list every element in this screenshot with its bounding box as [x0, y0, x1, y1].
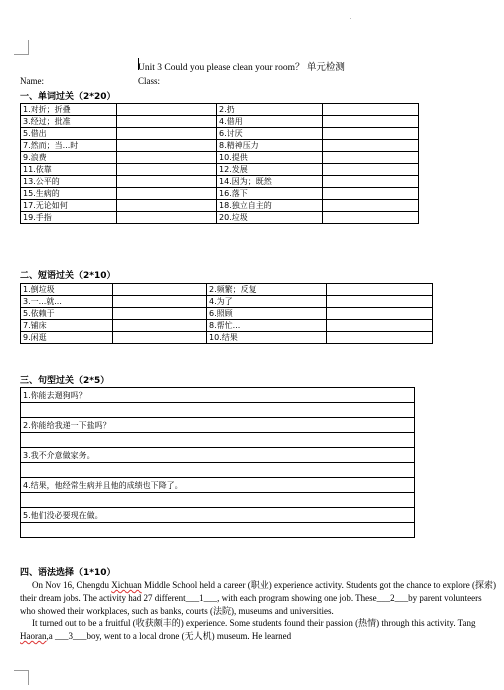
- class-label: Class:: [138, 76, 161, 86]
- sentence-prompt-cell: 5.他们没必要现在做。: [21, 508, 415, 523]
- phrase-answer-cell[interactable]: [113, 308, 207, 320]
- phrase-row: [21, 308, 433, 320]
- vocab-term-cell: 6.讨厌: [217, 128, 323, 140]
- vocab-row: [21, 212, 419, 224]
- sentence-prompt-cell: 4.结果，他经常生病并且他的成绩也下降了。: [21, 478, 415, 493]
- phrase-term-cell: 2.频繁；反复: [207, 284, 327, 296]
- vocab-term-cell: 1.对折；折叠: [21, 104, 117, 116]
- sentence-prompt-cell: 2.你能给我递一下盐吗？: [21, 418, 415, 433]
- vocab-answer-cell[interactable]: [117, 176, 217, 188]
- sentence-answer-cell[interactable]: [21, 463, 415, 478]
- phrase-term-cell: 10.结果: [207, 332, 327, 344]
- vocab-term-cell: 7.然而；当...时: [21, 140, 117, 152]
- vocab-answer-cell[interactable]: [117, 188, 217, 200]
- phrase-row: [21, 296, 433, 308]
- sentence-answer-cell[interactable]: [21, 433, 415, 448]
- vocab-term-cell: 2.扔: [217, 104, 323, 116]
- phrase-term-cell: 9.闲逛: [21, 332, 113, 344]
- vocab-term-cell: 12.发展: [217, 164, 323, 176]
- vocab-term-cell: 13.公平的: [21, 176, 117, 188]
- vocab-term-cell: 20.垃圾: [217, 212, 323, 224]
- vocab-term-cell: 18.独立自主的: [217, 200, 323, 212]
- sentence-answer-row: [21, 433, 415, 448]
- vocab-row: [21, 200, 419, 212]
- vocab-term-cell: 14.因为；既然: [217, 176, 323, 188]
- vocab-answer-cell[interactable]: [323, 128, 419, 140]
- vocab-term-cell: 3.经过；批准: [21, 116, 117, 128]
- vocab-row: [21, 116, 419, 128]
- vocab-term-cell: 17.无论如何: [21, 200, 117, 212]
- phrase-answer-cell[interactable]: [327, 284, 433, 296]
- sentence-prompt-cell: 3.我不介意做家务。: [21, 448, 415, 463]
- vocab-term-cell: 8.精神压力: [217, 140, 323, 152]
- vocab-row: [21, 140, 419, 152]
- section-heading-vocabulary: 一、单词过关（2*20）: [20, 92, 116, 102]
- phrase-term-cell: 3.一...就...: [21, 296, 113, 308]
- vocab-row: [21, 128, 419, 140]
- vocab-answer-cell[interactable]: [117, 116, 217, 128]
- vocab-answer-cell[interactable]: [323, 116, 419, 128]
- phrase-table: [20, 283, 433, 344]
- vocab-answer-cell[interactable]: [323, 176, 419, 188]
- sentence-answer-cell[interactable]: [21, 493, 415, 508]
- sentence-prompt-cell: 1.你能去遛狗吗？: [21, 388, 415, 403]
- phrase-answer-cell[interactable]: [327, 296, 433, 308]
- vocab-answer-cell[interactable]: [117, 212, 217, 224]
- vocab-answer-cell[interactable]: [117, 140, 217, 152]
- phrase-term-cell: 6.照顾: [207, 308, 327, 320]
- sentence-answer-row: [21, 523, 415, 538]
- vocab-term-cell: 9.浪费: [21, 152, 117, 164]
- phrase-answer-cell[interactable]: [113, 296, 207, 308]
- vocab-row: [21, 176, 419, 188]
- vocab-answer-cell[interactable]: [117, 164, 217, 176]
- document-title: Unit 3 Could you please clean your room？ 单元检测: [138, 63, 345, 73]
- phrase-term-cell: 1.倒垃圾: [21, 284, 113, 296]
- vocab-row: [21, 104, 419, 116]
- vocab-row: [21, 164, 419, 176]
- vocab-term-cell: 10.提供: [217, 152, 323, 164]
- crop-mark-bottom-left: [14, 670, 29, 685]
- phrase-row: [21, 320, 433, 332]
- vocab-answer-cell[interactable]: [323, 140, 419, 152]
- phrase-answer-cell[interactable]: [113, 320, 207, 332]
- vocab-answer-cell[interactable]: [323, 212, 419, 224]
- crop-mark-top-left: [14, 40, 29, 55]
- vocab-row: [21, 188, 419, 200]
- phrase-term-cell: 7.铺床: [21, 320, 113, 332]
- sentence-answer-row: [21, 403, 415, 418]
- vocab-term-cell: 19.手指: [21, 212, 117, 224]
- phrase-term-cell: 5.依赖于: [21, 308, 113, 320]
- vocab-answer-cell[interactable]: [117, 104, 217, 116]
- vocab-term-cell: 16.落下: [217, 188, 323, 200]
- sentence-answer-cell[interactable]: [21, 403, 415, 418]
- dot-mark: [350, 18, 351, 19]
- grammar-passage: [20, 579, 498, 643]
- vocab-term-cell: 5.借出: [21, 128, 117, 140]
- phrase-answer-cell[interactable]: [327, 308, 433, 320]
- phrase-term-cell: 8.帮忙...: [207, 320, 327, 332]
- passage-paragraph-1: On Nov 16, Chengdu Xichuan Middle School held a career (职业) experience activity. Students got the chance to explore (探索) their dream jobs. The activity had 27 different___1___, with each program showing one job. These___2___by parent volunteers who showed their workplaces, such as banks, courts (法院), museums and universities.: [20, 580, 497, 616]
- vocab-answer-cell[interactable]: [117, 200, 217, 212]
- phrase-row: [21, 332, 433, 344]
- vocab-answer-cell[interactable]: [117, 128, 217, 140]
- vocab-term-cell: 11.依靠: [21, 164, 117, 176]
- phrase-answer-cell[interactable]: [327, 320, 433, 332]
- section-heading-sentences: 三、句型过关（2*5）: [20, 376, 110, 386]
- section-heading-phrases: 二、短语过关（2*10）: [20, 271, 116, 281]
- sentence-prompt-row: [21, 448, 415, 463]
- sentence-answer-row: [21, 463, 415, 478]
- phrase-answer-cell[interactable]: [113, 332, 207, 344]
- spellcheck-word: Xichuan: [111, 580, 142, 590]
- vocab-answer-cell[interactable]: [323, 152, 419, 164]
- vocab-answer-cell[interactable]: [323, 200, 419, 212]
- passage-paragraph-2: It turned out to be a fruitful (收获颇丰的) experience. Some students found their passion (热情) through this activity. Tang Haoran,a ___3___boy, went to a local drone (无人机) museum. He learned: [20, 618, 476, 642]
- vocabulary-table: [20, 103, 419, 224]
- phrase-answer-cell[interactable]: [113, 284, 207, 296]
- phrase-answer-cell[interactable]: [327, 332, 433, 344]
- section-heading-grammar: 四、语法选择（1*10）: [20, 568, 116, 578]
- sentence-prompt-row: [21, 478, 415, 493]
- sentence-answer-row: [21, 493, 415, 508]
- spellcheck-word: Haoran: [20, 631, 47, 642]
- phrase-row: [21, 284, 433, 296]
- sentence-answer-cell[interactable]: [21, 523, 415, 538]
- vocab-term-cell: 15.生病的: [21, 188, 117, 200]
- name-label: Name:: [20, 76, 44, 86]
- vocab-answer-cell[interactable]: [117, 152, 217, 164]
- vocab-answer-cell[interactable]: [323, 188, 419, 200]
- vocab-answer-cell[interactable]: [323, 164, 419, 176]
- vocab-answer-cell[interactable]: [323, 104, 419, 116]
- phrase-term-cell: 4.为了: [207, 296, 327, 308]
- vocab-term-cell: 4.借用: [217, 116, 323, 128]
- sentence-prompt-row: [21, 388, 415, 403]
- sentence-prompt-row: [21, 418, 415, 433]
- vocab-row: [21, 152, 419, 164]
- sentence-prompt-row: [21, 508, 415, 523]
- sentence-table: [20, 387, 415, 538]
